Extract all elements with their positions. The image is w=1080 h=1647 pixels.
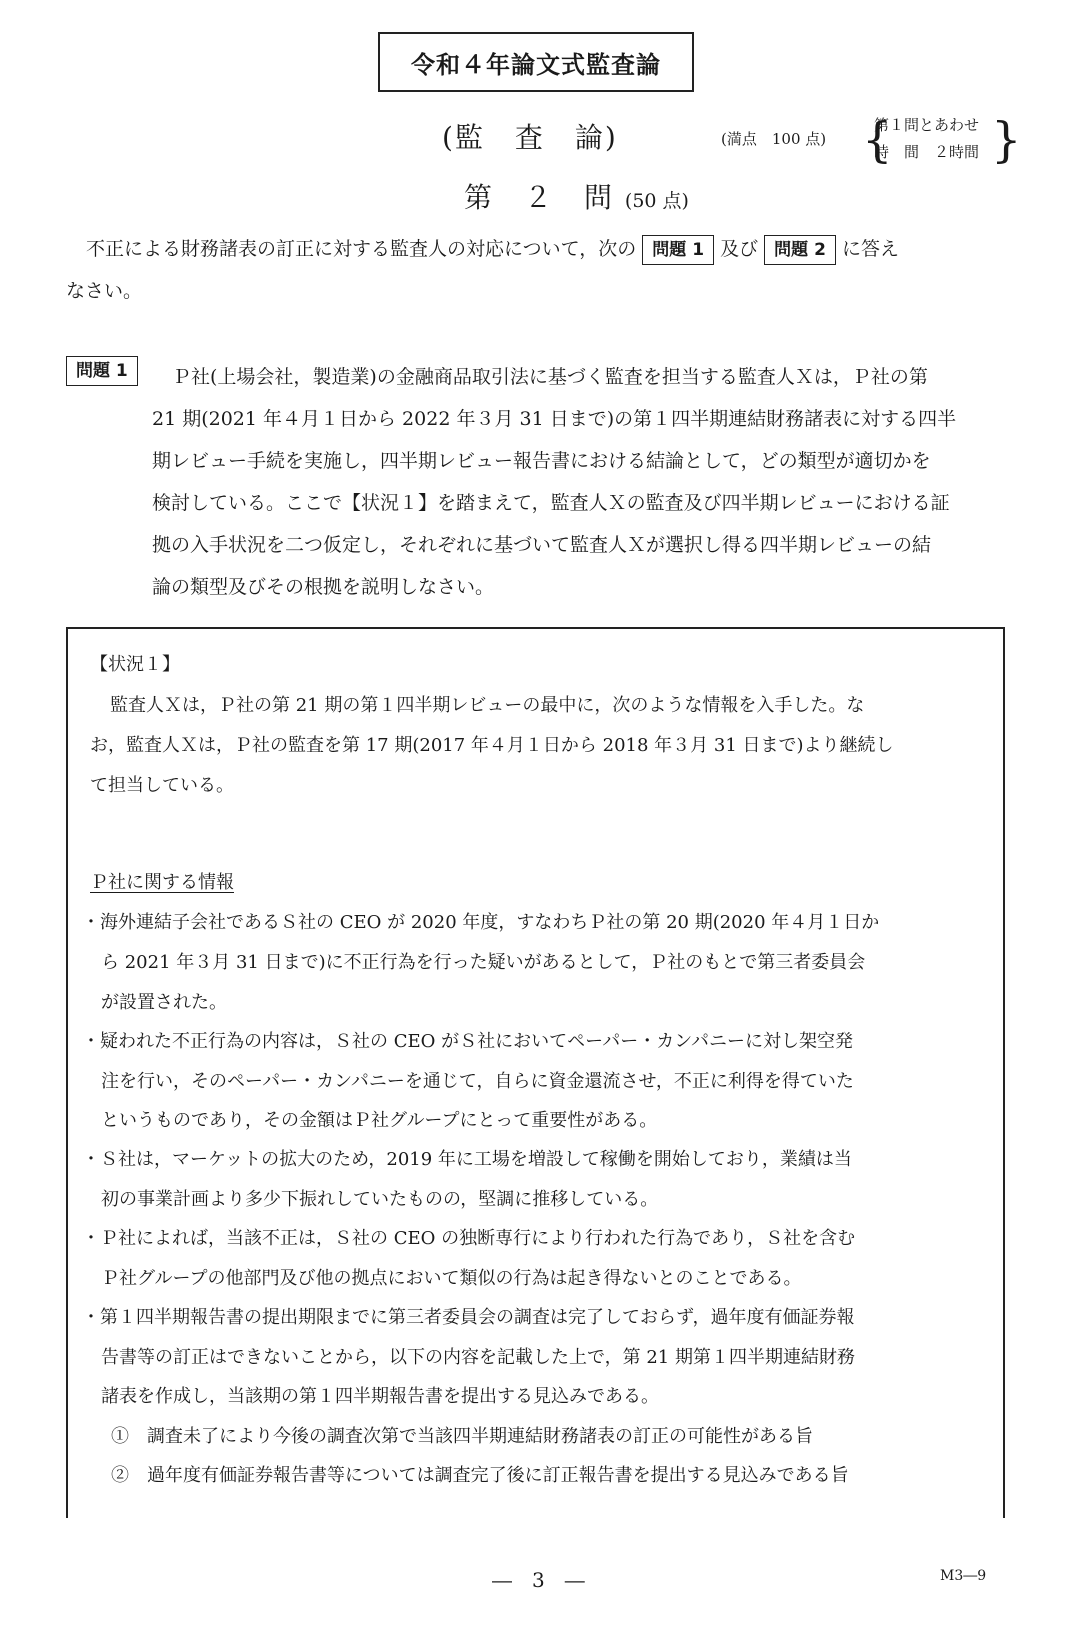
bullet-line: 諸表を作成し，当該期の第１四半期報告書を提出する見込みである。 bbox=[101, 1386, 659, 1407]
page-number: ― 3 ― bbox=[492, 1568, 585, 1592]
mondai1-line: 検討している。ここで【状況１】を踏まえて，監査人Ｘの監査及び四半期レビューにおける証 bbox=[152, 492, 950, 514]
page-code: M3―9 bbox=[940, 1568, 987, 1584]
bullet-line: というものであり，その金額はＰ社グループにとって重要性がある。 bbox=[101, 1110, 658, 1131]
mondai2-ref-label: 問題 2 bbox=[764, 235, 836, 265]
bullet-line: 注を行い，そのペーパー・カンパニーを通じて，自らに資金還流させ，不正に利得を得ていた bbox=[101, 1071, 854, 1092]
bullet-line: 告書等の訂正はできないことから，以下の内容を記載した上で，第 21 期第１四半期連結財務 bbox=[101, 1347, 855, 1368]
exam-title: 令和４年論文式監査論 bbox=[411, 50, 661, 79]
situation-heading: 【状況１】 bbox=[90, 654, 180, 675]
mondai1-line: 期レビュー手続を実施し，四半期レビュー報告書における結論として，どの類型が適切かを bbox=[152, 450, 931, 472]
bullet-line: ・Ｓ社は，マーケットの拡大のため，2019 年に工場を増設して稼働を開始しており，業績は当 bbox=[82, 1149, 852, 1170]
bullet-line: ・第１四半期報告書の提出期限までに第三者委員会の調査は完了しておらず，過年度有価証券報 bbox=[82, 1307, 855, 1328]
time-note-line2: 時 間 ２時間 bbox=[874, 143, 980, 161]
mondai1-line: 論の類型及びその根拠を説明しなさい。 bbox=[152, 576, 495, 598]
left-brace-icon: { bbox=[862, 112, 893, 168]
question-number bbox=[464, 176, 689, 216]
bullet-line: ・疑われた不正行為の内容は，Ｓ社の CEO がＳ社においてペーパー・カンパニーに対し架空発 bbox=[82, 1031, 853, 1052]
mondai1-line: 21 期(2021 年４月１日から 2022 年３月 31 日まで)の第１四半期連結財務諸表に対する四半 bbox=[152, 408, 957, 430]
numbered-item: ① 調査未了により今後の調査次第で当該四半期連結財務諸表の訂正の可能性がある旨 bbox=[111, 1426, 813, 1447]
situation-para-line: て担当している。 bbox=[90, 775, 234, 796]
mondai1-label-box bbox=[66, 356, 138, 386]
intro-text-1: 不正による財務諸表の訂正に対する監査人の対応について，次の bbox=[86, 238, 637, 260]
max-score: (満点 100 点) bbox=[721, 130, 827, 148]
situation-para-line: お，監査人Ｘは，Ｐ社の監査を第 17 期(2017 年４月１日から 2018 年３月 31 日まで)より継続し bbox=[90, 735, 894, 756]
intro-text-3: に答え bbox=[841, 238, 899, 260]
numbered-item: ② 過年度有価証券報告書等については調査完了後に訂正報告書を提出する見込みである旨 bbox=[111, 1465, 849, 1486]
mondai1-text bbox=[152, 356, 1012, 608]
mondai1-line: Ｐ社(上場会社，製造業)の金融商品取引法に基づく監査を担当する監査人Ｘは，Ｐ社の第 bbox=[172, 366, 928, 388]
subject-heading: (監 査 論) bbox=[442, 121, 618, 154]
mondai1-label: 問題 1 bbox=[66, 356, 138, 386]
info-heading: Ｐ社に関する情報 bbox=[90, 872, 234, 893]
exam-title-box bbox=[378, 32, 694, 92]
question-number-text: 第 ２ 問 bbox=[464, 181, 615, 214]
intro-line2: なさい。 bbox=[66, 280, 143, 302]
time-note-line1: 第１問とあわせ bbox=[874, 116, 980, 134]
bullet-line: 初の事業計画より多少下振れしていたものの，堅調に推移している。 bbox=[101, 1189, 659, 1210]
bullet-line: Ｐ社グループの他部門及び他の拠点において類似の行為は起き得ないとのことである。 bbox=[101, 1268, 802, 1289]
bullet-line: ・海外連結子会社であるＳ社の CEO が 2020 年度，すなわちＰ社の第 20 期(2020 年４月１日か bbox=[82, 912, 880, 933]
bullet-line: が設置された。 bbox=[101, 992, 227, 1013]
intro-line1 bbox=[86, 228, 899, 270]
right-brace-icon: } bbox=[991, 112, 1022, 168]
situation-para-line: 監査人Ｘは，Ｐ社の第 21 期の第１四半期レビューの最中に，次のような情報を入手した。な bbox=[110, 695, 865, 716]
bullet-line: ・Ｐ社によれば，当該不正は，Ｓ社の CEO の独断専行により行われた行為であり，Ｓ社を含む bbox=[82, 1228, 856, 1249]
intro-text-2: 及び bbox=[720, 238, 759, 260]
question-points: (50 点) bbox=[624, 190, 689, 212]
mondai1-line: 拠の入手状況を二つ仮定し，それぞれに基づいて監査人Ｘが選択し得る四半期レビューの結 bbox=[152, 534, 932, 556]
bullet-line: ら 2021 年３月 31 日まで)に不正行為を行った疑いがあるとして，Ｐ社のもとで第三者委員会 bbox=[101, 952, 866, 973]
mondai1-ref-label: 問題 1 bbox=[642, 235, 714, 265]
